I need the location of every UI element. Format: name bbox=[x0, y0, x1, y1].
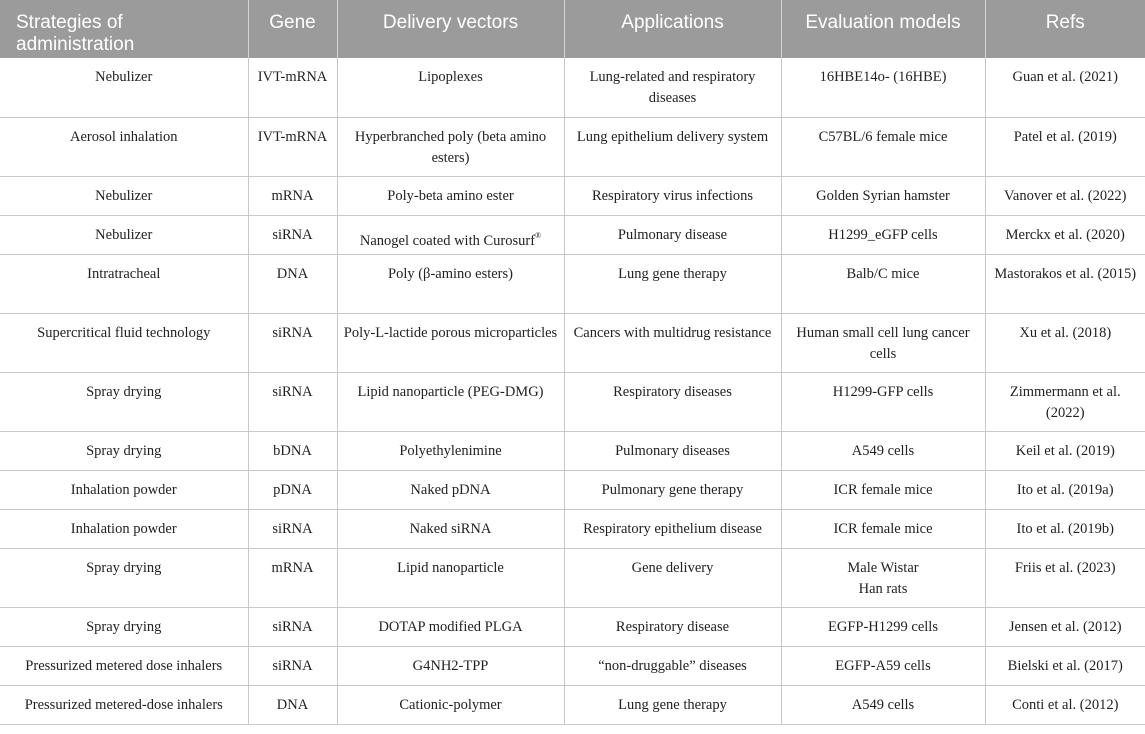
application-cell: Lung gene therapy bbox=[564, 685, 781, 724]
gene-cell: mRNA bbox=[248, 548, 337, 607]
table-row bbox=[0, 470, 1145, 509]
ref-cell: Jensen et al. (2012) bbox=[985, 607, 1145, 646]
evaluation-model-cell: H1299-GFP cells bbox=[781, 372, 985, 431]
delivery-vector-cell: Cationic-polymer bbox=[337, 685, 564, 724]
gene-cell: IVT-mRNA bbox=[248, 58, 337, 117]
table-header bbox=[0, 0, 1145, 58]
application-cell: Pulmonary diseases bbox=[564, 431, 781, 470]
evaluation-model-cell: 16HBE14o- (16HBE) bbox=[781, 58, 985, 117]
evaluation-model-cell: EGFP-A59 cells bbox=[781, 646, 985, 685]
column-header-refs: Refs bbox=[985, 0, 1145, 58]
evaluation-model-cell: EGFP-H1299 cells bbox=[781, 607, 985, 646]
strategy-cell: Pressurized metered dose inhalers bbox=[0, 646, 248, 685]
strategy-cell: Spray drying bbox=[0, 431, 248, 470]
gene-cell: mRNA bbox=[248, 176, 337, 215]
strategy-cell: Aerosol inhalation bbox=[0, 117, 248, 176]
evaluation-model-cell: ICR female mice bbox=[781, 470, 985, 509]
ref-cell: Mastorakos et al. (2015) bbox=[985, 254, 1145, 313]
table-row bbox=[0, 58, 1145, 117]
registered-mark: ® bbox=[535, 230, 542, 240]
table-row bbox=[0, 117, 1145, 176]
strategy-cell: Intratracheal bbox=[0, 254, 248, 313]
application-cell: Pulmonary disease bbox=[564, 215, 781, 254]
gene-cell: DNA bbox=[248, 685, 337, 724]
evaluation-model-cell: Balb/C mice bbox=[781, 254, 985, 313]
table-row bbox=[0, 607, 1145, 646]
table-row bbox=[0, 685, 1145, 724]
table-row bbox=[0, 254, 1145, 313]
delivery-vector-cell: Poly-beta amino ester bbox=[337, 176, 564, 215]
column-header-evaluation-models: Evaluation models bbox=[781, 0, 985, 58]
gene-cell: DNA bbox=[248, 254, 337, 313]
application-cell: Pulmonary gene therapy bbox=[564, 470, 781, 509]
delivery-vector-cell: DOTAP modified PLGA bbox=[337, 607, 564, 646]
delivery-vector-cell: Nanogel coated with Curosurf® bbox=[337, 215, 564, 254]
column-header-strategies: Strategies of administration bbox=[0, 0, 248, 58]
table-row bbox=[0, 372, 1145, 431]
delivery-vector-cell: Hyperbranched poly (beta amino esters) bbox=[337, 117, 564, 176]
delivery-vector-cell: Poly (β-amino esters) bbox=[337, 254, 564, 313]
gene-cell: bDNA bbox=[248, 431, 337, 470]
ref-cell: Xu et al. (2018) bbox=[985, 313, 1145, 372]
evaluation-model-cell: Human small cell lung cancer cells bbox=[781, 313, 985, 372]
application-cell: Lung-related and respiratory diseases bbox=[564, 58, 781, 117]
strategy-cell: Inhalation powder bbox=[0, 509, 248, 548]
strategy-cell: Nebulizer bbox=[0, 215, 248, 254]
ref-cell: Ito et al. (2019b) bbox=[985, 509, 1145, 548]
gene-cell: pDNA bbox=[248, 470, 337, 509]
application-cell: Gene delivery bbox=[564, 548, 781, 607]
table-row bbox=[0, 215, 1145, 254]
delivery-vector-cell: Polyethylenimine bbox=[337, 431, 564, 470]
application-cell: Respiratory epithelium disease bbox=[564, 509, 781, 548]
ref-cell: Ito et al. (2019a) bbox=[985, 470, 1145, 509]
delivery-vector-cell: Lipid nanoparticle bbox=[337, 548, 564, 607]
ref-cell: Merckx et al. (2020) bbox=[985, 215, 1145, 254]
ref-cell: Guan et al. (2021) bbox=[985, 58, 1145, 117]
application-cell: Respiratory disease bbox=[564, 607, 781, 646]
strategy-cell: Spray drying bbox=[0, 548, 248, 607]
strategy-cell: Nebulizer bbox=[0, 58, 248, 117]
strategy-cell: Spray drying bbox=[0, 607, 248, 646]
application-cell: Respiratory virus infections bbox=[564, 176, 781, 215]
application-cell: “non-druggable” diseases bbox=[564, 646, 781, 685]
application-cell: Respiratory diseases bbox=[564, 372, 781, 431]
column-header-gene: Gene bbox=[248, 0, 337, 58]
ref-cell: Patel et al. (2019) bbox=[985, 117, 1145, 176]
table-row bbox=[0, 509, 1145, 548]
strategy-cell: Pressurized metered-dose inhalers bbox=[0, 685, 248, 724]
table-row bbox=[0, 313, 1145, 372]
delivery-vector-cell: Lipid nanoparticle (PEG-DMG) bbox=[337, 372, 564, 431]
gene-cell: IVT-mRNA bbox=[248, 117, 337, 176]
header-row bbox=[0, 0, 1145, 58]
table-row bbox=[0, 646, 1145, 685]
ref-cell: Conti et al. (2012) bbox=[985, 685, 1145, 724]
table-row bbox=[0, 431, 1145, 470]
ref-cell: Zimmermann et al. (2022) bbox=[985, 372, 1145, 431]
ref-cell: Friis et al. (2023) bbox=[985, 548, 1145, 607]
evaluation-model-cell: ICR female mice bbox=[781, 509, 985, 548]
strategy-cell: Inhalation powder bbox=[0, 470, 248, 509]
evaluation-model-cell: A549 cells bbox=[781, 431, 985, 470]
column-header-applications: Applications bbox=[564, 0, 781, 58]
application-cell: Lung gene therapy bbox=[564, 254, 781, 313]
evaluation-model-cell: Golden Syrian hamster bbox=[781, 176, 985, 215]
application-cell: Cancers with multidrug resistance bbox=[564, 313, 781, 372]
delivery-vector-cell: Naked pDNA bbox=[337, 470, 564, 509]
ref-cell: Keil et al. (2019) bbox=[985, 431, 1145, 470]
delivery-vector-cell: Naked siRNA bbox=[337, 509, 564, 548]
column-header-delivery-vectors: Delivery vectors bbox=[337, 0, 564, 58]
evaluation-model-cell: C57BL/6 female mice bbox=[781, 117, 985, 176]
ref-cell: Bielski et al. (2017) bbox=[985, 646, 1145, 685]
gene-cell: siRNA bbox=[248, 509, 337, 548]
gene-cell: siRNA bbox=[248, 215, 337, 254]
strategy-cell: Nebulizer bbox=[0, 176, 248, 215]
gene-cell: siRNA bbox=[248, 607, 337, 646]
table-body bbox=[0, 58, 1145, 724]
table-row bbox=[0, 548, 1145, 607]
application-cell: Lung epithelium delivery system bbox=[564, 117, 781, 176]
gene-cell: siRNA bbox=[248, 313, 337, 372]
strategy-cell: Spray drying bbox=[0, 372, 248, 431]
table-row bbox=[0, 176, 1145, 215]
ref-cell: Vanover et al. (2022) bbox=[985, 176, 1145, 215]
gene-cell: siRNA bbox=[248, 646, 337, 685]
gene-cell: siRNA bbox=[248, 372, 337, 431]
delivery-vector-cell: Lipoplexes bbox=[337, 58, 564, 117]
evaluation-model-cell: H1299_eGFP cells bbox=[781, 215, 985, 254]
evaluation-model-cell: Male Wistar Han rats bbox=[781, 548, 985, 607]
delivery-vector-cell: G4NH2-TPP bbox=[337, 646, 564, 685]
delivery-vector-cell: Poly-L-lactide porous microparticles bbox=[337, 313, 564, 372]
strategy-cell: Supercritical fluid technology bbox=[0, 313, 248, 372]
evaluation-model-cell: A549 cells bbox=[781, 685, 985, 724]
